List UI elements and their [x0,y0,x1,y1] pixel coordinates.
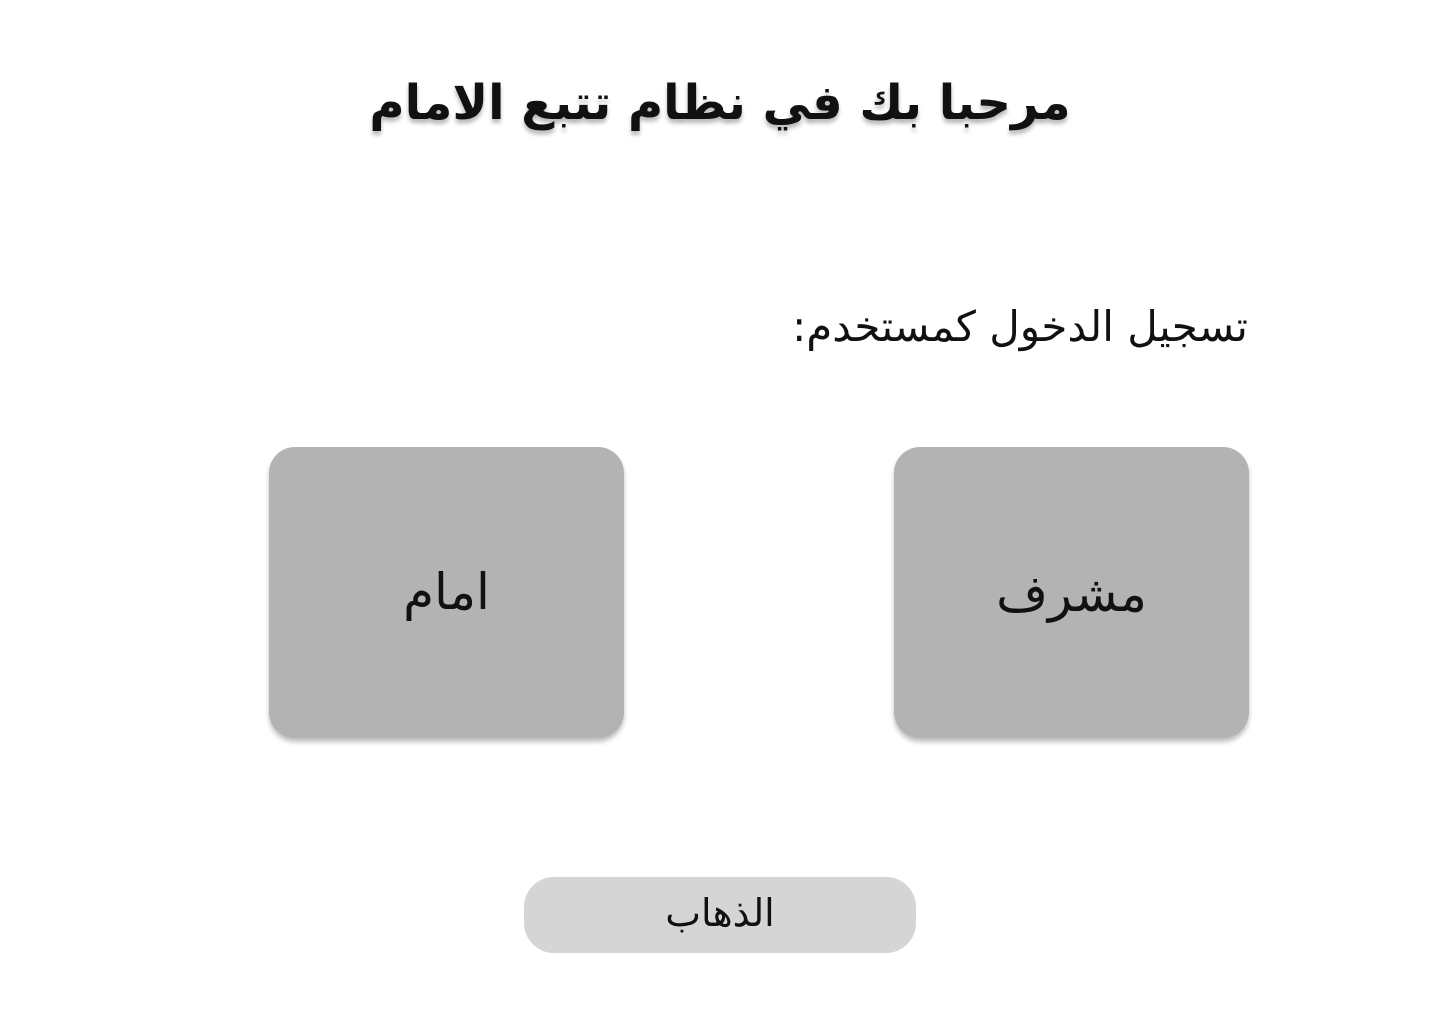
go-button[interactable]: الذهاب [524,877,916,953]
login-prompt: تسجيل الدخول كمستخدم: [792,302,1248,351]
imam-role-label: امام [403,563,490,621]
page-title: مرحبا بك في نظام تتبع الامام [369,75,1071,131]
supervisor-role-button[interactable] [894,447,1249,738]
supervisor-role-label: مشرف [996,565,1147,623]
imam-role-button[interactable] [269,447,624,738]
